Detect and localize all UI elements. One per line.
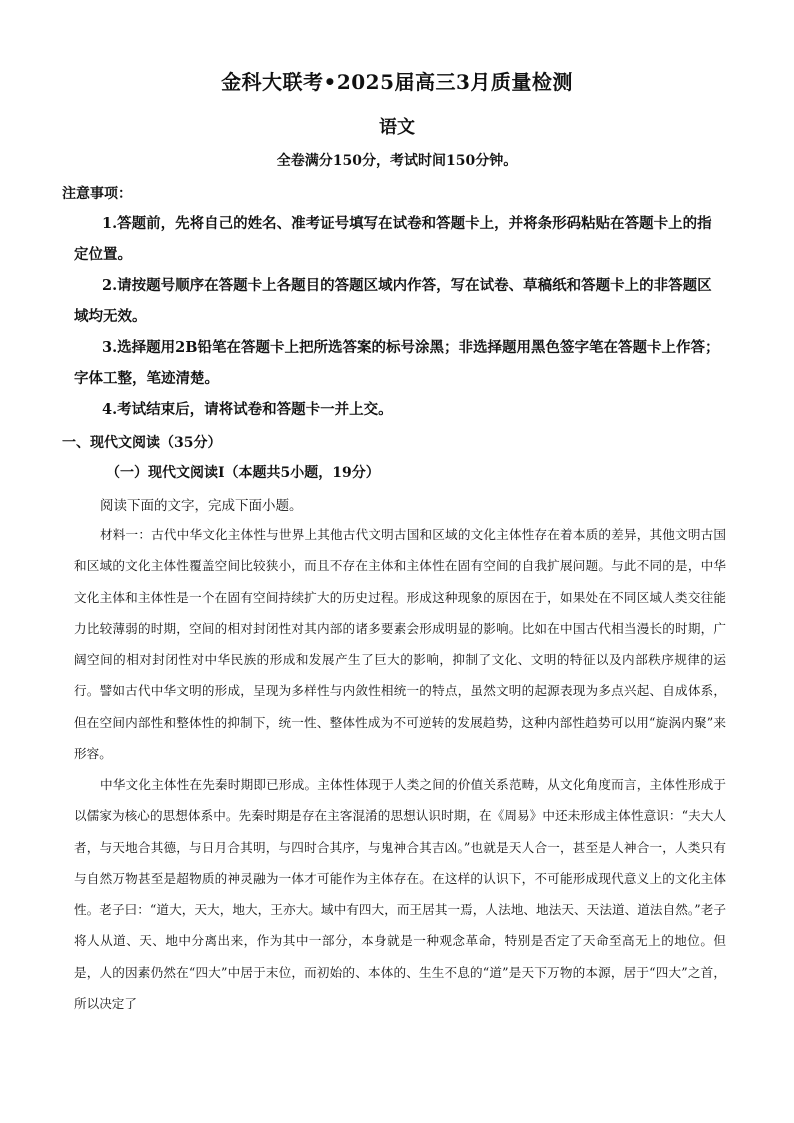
reading-instruction: 阅读下面的文字，完成下面小题。 — [100, 498, 303, 514]
notice-item-2: 2.请按题号顺序在答题卡上各题目的答题区域内作答，写在试卷、草稿纸和答题卡上的非答题区域均无效。 — [74, 277, 712, 325]
section-subheading: （一）现代文阅读Ⅰ（本题共5小题，19分） — [106, 465, 380, 481]
material-paragraph-2: 中华文化主体性在先秦时期即已形成。主体性体现于人类之间的价值关系范畴，从文化角度而言，主体性形成于以儒家为核心的思想体系中。先秦时期是存在主客混淆的思想认识时期，在《周易》中还未形成主体性意识：“夫大人者，与天地合其德，与日月合其明，与四时合其序，与鬼神合其吉凶。”也就是天人合一，甚至是人神合一，人类只有与自然万物甚至是超物质的神灵融为一体才可能作为主体存在。在这样的认识下，不可能形成现代意义上的文化主体性。老子曰：“道大，天大，地大，王亦大。域中有四大，而王居其一焉，人法地、地法天、天法道、道法自然。”老子将人从道、天、地中分离出来，作为其中一部分，本身就是一种观念革命，特别是否定了天命至高无上的地位。但是，人的因素仍然在“四大”中居于末位，而初始的、本体的、生生不息的“道”是天下万物的本源，居于“四大”之首，所以决定了 — [74, 777, 726, 1012]
section-heading: 一、现代文阅读（35分） — [62, 435, 222, 451]
material-paragraph-1: 材料一：古代中华文化主体性与世界上其他古代文明古国和区域的文化主体性存在着本质的差异，其他文明古国和区域的文化主体性覆盖空间比较狭小，而且不存在主体和主体性在固有空间的自我扩展问题。与此不同的是，中华文化主体和主体性是一个在固有空间持续扩大的历史过程。形成这种现象的原因在于，如果处在不同区域人类交往能力比较薄弱的时期，空间的相对封闭性对其内部的诸多要素会形成明显的影响。比如在中国古代相当漫长的时期，广阔空间的相对封闭性对中华民族的形成和发展产生了巨大的影响，抑制了文化、文明的特征以及内部秩序规律的运行。譬如古代中华文明的形成，呈现为多样性与内敛性相统一的特点，虽然文明的起源表现为多点兴起、自成体系，但在空间内部性和整体性的抑制下，统一性、整体性成为不可逆转的发展趋势，这种内部性趋势可以用“旋涡内聚”来形容。 — [74, 527, 726, 762]
notice-heading: 注意事项： — [62, 186, 132, 202]
notice-item-4: 4.考试结束后，请将试卷和答题卡一并上交。 — [102, 401, 393, 418]
subject-title: 语文 — [379, 117, 415, 138]
exam-info: 全卷满分150分，考试时间150分钟。 — [276, 153, 518, 169]
notice-item-1: 1.答题前，先将自己的姓名、准考证号填写在试卷和答题卡上，并将条形码粘贴在答题卡上的指定位置。 — [74, 215, 712, 263]
notice-item-3: 3.选择题用2B铅笔在答题卡上把所选答案的标号涂黑；非选择题用黑色签字笔在答题卡上作答；字体工整，笔迹清楚。 — [74, 339, 720, 387]
exam-title: 金科大联考•2025届高三3月质量检测 — [221, 70, 573, 94]
